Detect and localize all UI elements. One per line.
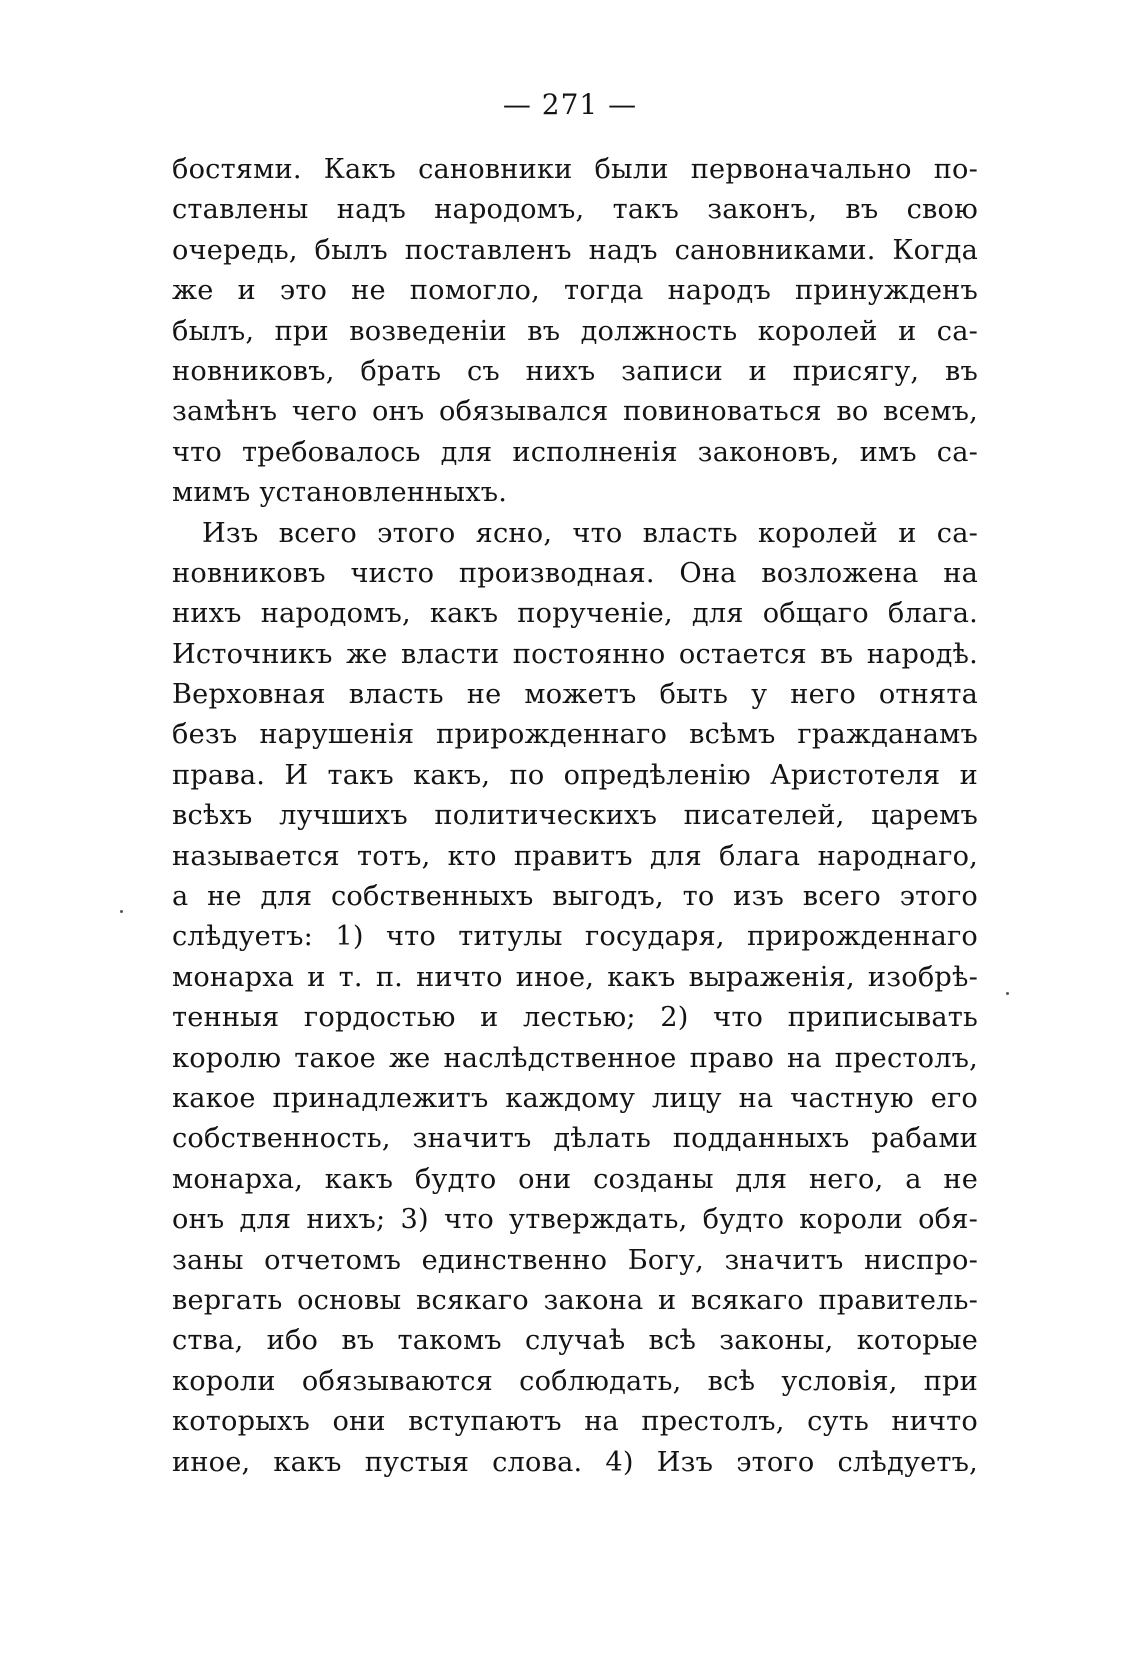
text-line: Верховная власть не можетъ быть у него отнята bbox=[172, 679, 978, 711]
text-line: а не для собственныхъ выгодъ, то изъ всего этого bbox=[172, 881, 978, 913]
text-line: собственность, значитъ дѣлать подданныхъ рабами bbox=[172, 1123, 978, 1155]
text-line: вергать основы всякаго закона и всякаго правитель- bbox=[172, 1284, 978, 1316]
text-line: всѣхъ лучшихъ политическихъ писателей, царемъ bbox=[172, 800, 978, 832]
text-line: замѣнъ чего онъ обязывался повиноваться во всемъ, bbox=[172, 396, 978, 428]
text-line: слѣдуетъ: 1) что титулы государя, прирожденнаго bbox=[172, 921, 978, 953]
text-line: былъ, при возведеніи въ должность королей и са- bbox=[172, 315, 978, 347]
text-line: новниковъ, брать съ нихъ записи и присягу, въ bbox=[172, 355, 978, 387]
text-line: называется тотъ, кто правитъ для блага народнаго, bbox=[172, 840, 978, 872]
scan-speck bbox=[1006, 992, 1009, 995]
text-line: иное, какъ пустыя слова. 4) Изъ этого слѣдуетъ, bbox=[172, 1446, 978, 1478]
body-text bbox=[172, 150, 978, 1483]
text-line: королю такое же наслѣдственное право на престолъ, bbox=[172, 1042, 978, 1074]
text-line: ства, ибо въ такомъ случаѣ всѣ законы, которые bbox=[172, 1325, 978, 1357]
text-line: безъ нарушенія прирожденнаго всѣмъ гражданамъ bbox=[172, 719, 978, 751]
text-line: права. И такъ какъ, по опредѣленію Аристотеля и bbox=[172, 759, 978, 791]
text-line: бостями. Какъ сановники были первоначально по- bbox=[172, 154, 978, 185]
text-line: тенныя гордостью и лестью; 2) что приписывать bbox=[172, 1002, 978, 1034]
text-line: монарха и т. п. ничто иное, какъ выраженія, изобрѣ- bbox=[172, 961, 978, 993]
text-line: очередь, былъ поставленъ надъ сановниками. Когда bbox=[172, 234, 978, 266]
scan-speck bbox=[120, 910, 123, 913]
text-line: какое принадлежитъ каждому лицу на частную его bbox=[172, 1082, 978, 1114]
text-line: новниковъ чисто производная. Она возложена на bbox=[172, 557, 978, 589]
text-line: Источникъ же власти постоянно остается въ народѣ. bbox=[172, 638, 978, 670]
page-number: — 271 — bbox=[502, 88, 638, 121]
text-line: которыхъ они вступаютъ на престолъ, суть ничто bbox=[172, 1406, 978, 1438]
text-line: Изъ всего этого ясно, что власть королей и са- bbox=[202, 517, 978, 549]
text-line: же и это не помогло, тогда народъ принужденъ bbox=[172, 275, 978, 307]
text-line: нихъ народомъ, какъ порученіе, для общаго блага. bbox=[172, 598, 978, 630]
text-line: онъ для нихъ; 3) что утверждать, будто короли обя- bbox=[172, 1204, 978, 1236]
text-line: что требовалось для исполненія законовъ, имъ са- bbox=[172, 436, 978, 468]
text-line: заны отчетомъ единственно Богу, значитъ ниспро- bbox=[172, 1244, 978, 1276]
text-line: мимъ установленныхъ. bbox=[172, 477, 508, 509]
text-line: ставлены надъ народомъ, такъ законъ, въ свою bbox=[172, 194, 978, 226]
text-line: монарха, какъ будто они созданы для него, а не bbox=[172, 1163, 978, 1195]
text-line: короли обязываются соблюдать, всѣ условія, при bbox=[172, 1365, 978, 1397]
